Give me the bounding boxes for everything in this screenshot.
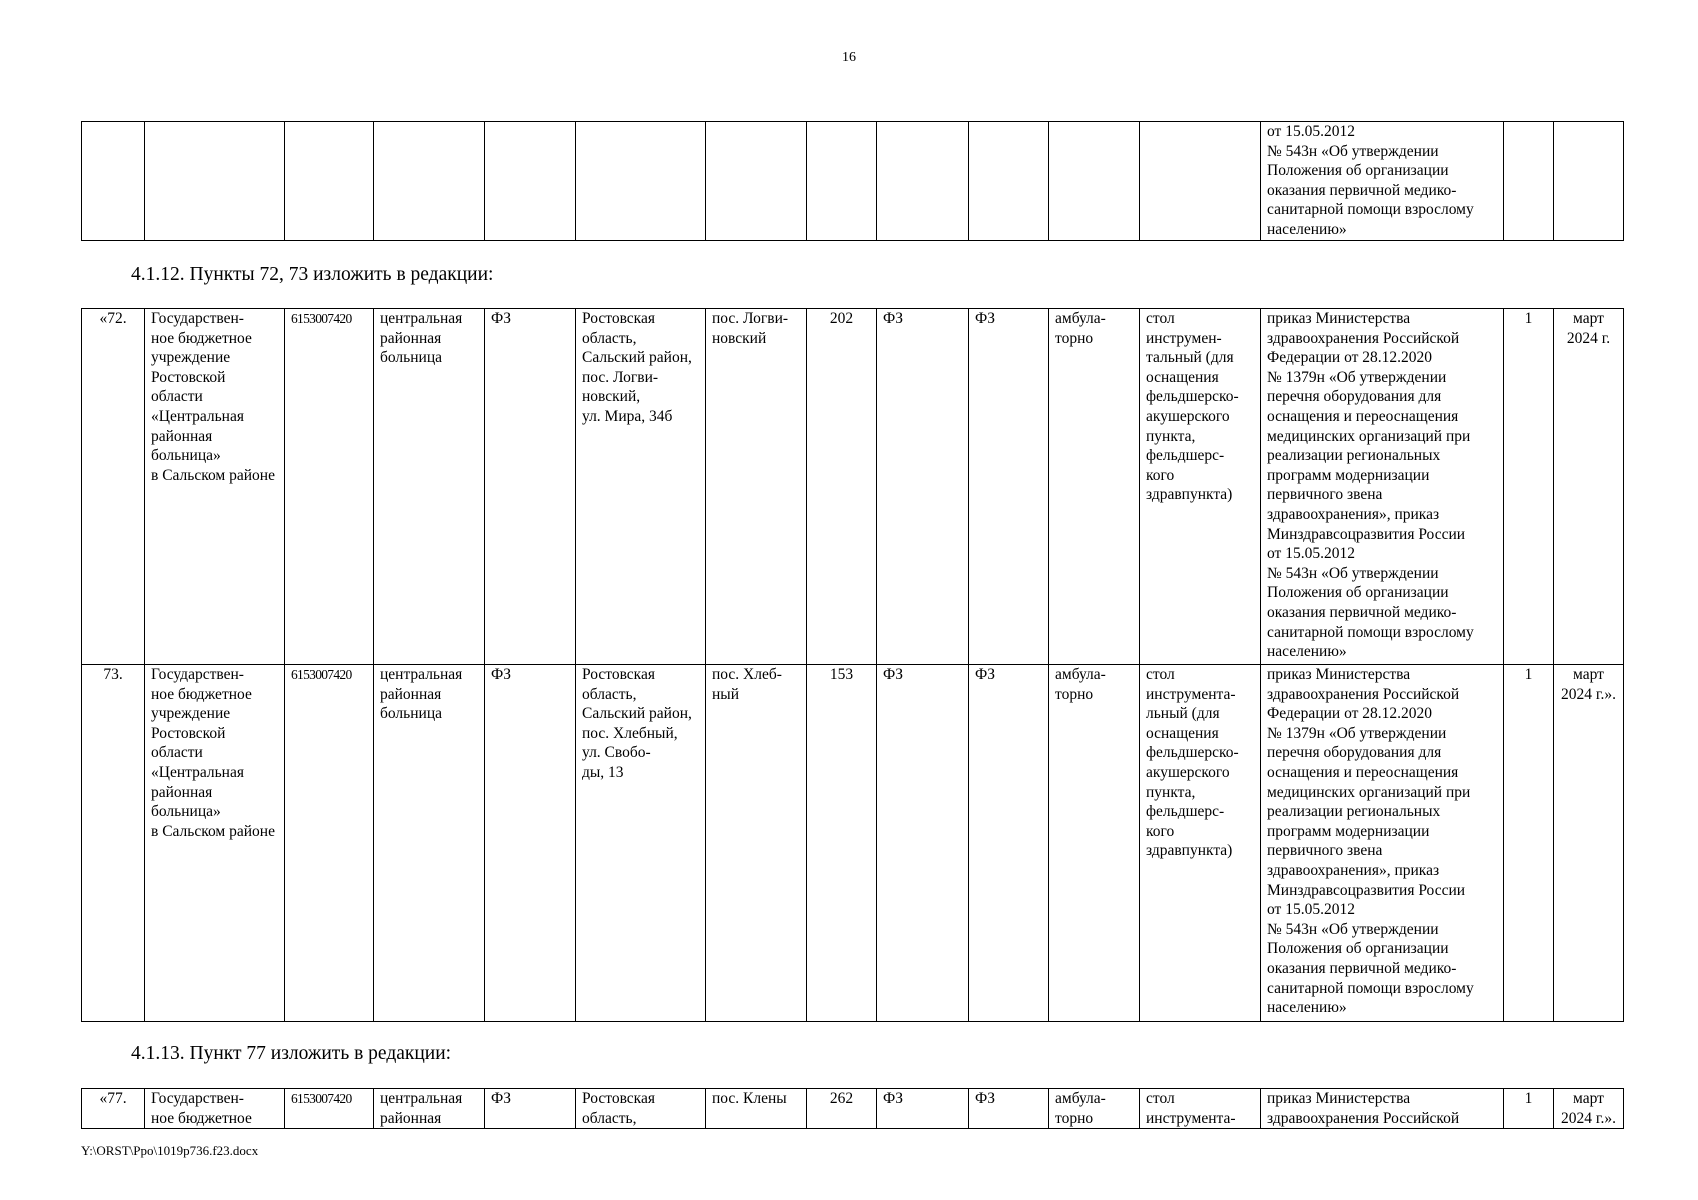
cell-date: март 2024 г.».: [1554, 1089, 1624, 1129]
cell-org-type: центральная районная больница: [374, 309, 485, 665]
cell-address: Ростовская область, Сальский район, пос. Логви- новский, ул. Мира, 34б: [576, 309, 706, 665]
section-heading-4-1-13: 4.1.13. Пункт 77 изложить в редакции:: [131, 1043, 452, 1064]
cell-organization: Государствен- ное бюджетное: [145, 1089, 285, 1129]
cell-law-a: ФЗ: [877, 665, 969, 1022]
cell-equipment: стол инструмента- льный (для оснащения фельдшерско- акушерского пункта, фельдшерс- кого здравпункта): [1140, 665, 1261, 1022]
table-row: [82, 122, 1624, 241]
cell-care-type: амбула- торно: [1049, 665, 1140, 1022]
cell-law-a: ФЗ: [877, 1089, 969, 1129]
cell-source: ФЗ: [485, 1089, 576, 1129]
cell-legal-basis: приказ Министерства здравоохранения Российской Федерации от 28.12.2020 № 1379н «Об утверждении перечня оборудования для оснащения и переоснащения медицинских организаций при реализации региональных программ модернизации первичного звена здравоохранения», приказ Минздравсоцразвития России от 15.05.2012 № 543н «Об утверждении Положения об организации оказания первичной медико-санитарной помощи взрослому населению»: [1261, 665, 1504, 1022]
cell-legal-basis: приказ Министерства здравоохранения Российской: [1261, 1089, 1504, 1129]
cell-organization: [145, 122, 285, 241]
cell-source: ФЗ: [485, 665, 576, 1022]
cell-population: 262: [807, 1089, 877, 1129]
cell-date: март 2024 г.».: [1554, 665, 1624, 1022]
cell-law-b: ФЗ: [969, 1089, 1049, 1129]
continued-table: [81, 121, 1624, 241]
cell-settlement: пос. Логви- новский: [706, 309, 807, 665]
cell-inn: 6153007420: [285, 309, 374, 665]
cell-org-type: центральная районная больница: [374, 665, 485, 1022]
cell-population: 202: [807, 309, 877, 665]
item-77-table: [81, 1088, 1624, 1129]
cell-organization: Государствен- ное бюджетное учреждение Ростовской области «Центральная районная больница» в Сальском районе: [145, 309, 285, 665]
cell-address: Ростовская область,: [576, 1089, 706, 1129]
cell-quantity: 1: [1504, 665, 1554, 1022]
cell-number: [82, 122, 145, 241]
cell-inn: 6153007420: [285, 665, 374, 1022]
section-heading-4-1-12: 4.1.12. Пункты 72, 73 изложить в редакции:: [131, 264, 494, 285]
cell-number: «77.: [82, 1089, 145, 1129]
cell-inn: [285, 122, 374, 241]
cell-care-type: амбула- торно: [1049, 309, 1140, 665]
cell-number: «72.: [82, 309, 145, 665]
cell-law-b: ФЗ: [969, 665, 1049, 1022]
cell-legal-basis: от 15.05.2012 № 543н «Об утверждении Положения об организации оказания первичной медико-санитарной помощи взрослому населению»: [1261, 122, 1504, 241]
cell-population: [807, 122, 877, 241]
cell-legal-basis: приказ Министерства здравоохранения Российской Федерации от 28.12.2020 № 1379н «Об утверждении перечня оборудования для оснащения и переоснащения медицинских организаций при реализации региональных программ модернизации первичного звена здравоохранения», приказ Минздравсоцразвития России от 15.05.2012 № 543н «Об утверждении Положения об организации оказания первичной медико-санитарной помощи взрослому населению»: [1261, 309, 1504, 665]
cell-equipment: стол инструмента-: [1140, 1089, 1261, 1129]
cell-settlement: [706, 122, 807, 241]
cell-law-a: [877, 122, 969, 241]
cell-source: ФЗ: [485, 309, 576, 665]
cell-law-b: [969, 122, 1049, 241]
cell-care-type: [1049, 122, 1140, 241]
cell-date: [1554, 122, 1624, 241]
cell-settlement: пос. Хлеб- ный: [706, 665, 807, 1022]
cell-population: 153: [807, 665, 877, 1022]
document-path-footer: Y:\ORST\Ppo\1019p736.f23.docx: [81, 1143, 259, 1158]
cell-law-b: ФЗ: [969, 309, 1049, 665]
cell-quantity: 1: [1504, 1089, 1554, 1129]
table-row: [82, 309, 1624, 665]
cell-address: [576, 122, 706, 241]
cell-date: март 2024 г.: [1554, 309, 1624, 665]
cell-settlement: пос. Клены: [706, 1089, 807, 1129]
cell-source: [485, 122, 576, 241]
page-number: 16: [842, 50, 856, 65]
items-72-73-table: [81, 308, 1624, 1022]
cell-address: Ростовская область, Сальский район, пос. Хлебный, ул. Свобо- ды, 13: [576, 665, 706, 1022]
cell-number: 73.: [82, 665, 145, 1022]
cell-inn: 6153007420: [285, 1089, 374, 1129]
cell-organization: Государствен- ное бюджетное учреждение Ростовской области «Центральная районная больница» в Сальском районе: [145, 665, 285, 1022]
cell-equipment: [1140, 122, 1261, 241]
cell-care-type: амбула- торно: [1049, 1089, 1140, 1129]
cell-law-a: ФЗ: [877, 309, 969, 665]
table-row: [82, 665, 1624, 1022]
cell-quantity: 1: [1504, 309, 1554, 665]
cell-equipment: стол инструмен- тальный (для оснащения фельдшерско- акушерского пункта, фельдшерс- кого здравпункта): [1140, 309, 1261, 665]
cell-quantity: [1504, 122, 1554, 241]
table-row: [82, 1089, 1624, 1129]
cell-org-type: центральная районная: [374, 1089, 485, 1129]
cell-org-type: [374, 122, 485, 241]
